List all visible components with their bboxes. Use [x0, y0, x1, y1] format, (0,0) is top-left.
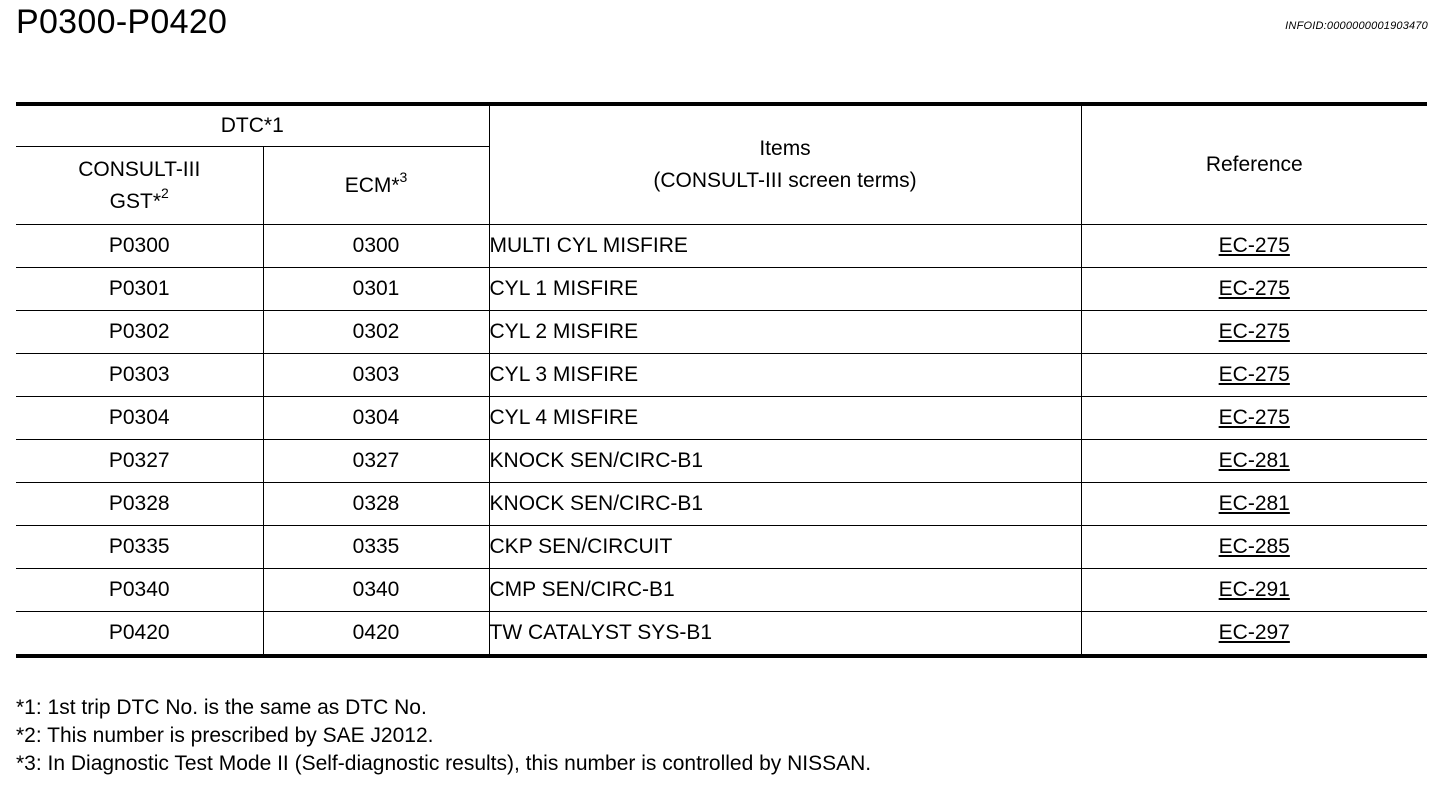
table-row — [16, 354, 1427, 397]
info-id: INFOID:0000000001903470 — [1285, 20, 1428, 32]
footnote-3: *3: In Diagnostic Test Mode II (Self-diagnostic results), this number is controlled by NISSAN. — [16, 752, 872, 775]
table-row — [16, 612, 1427, 657]
consult-header-line2 — [16, 186, 263, 218]
item-term: TW CATALYST SYS-B1 — [489, 612, 1081, 657]
items-header-line2: (CONSULT-III screen terms) — [653, 169, 917, 192]
consult-code: P0304 — [16, 397, 263, 440]
reference-cell — [1081, 225, 1427, 268]
consult-code: P0328 — [16, 483, 263, 526]
reference-link[interactable]: EC-291 — [1218, 578, 1290, 601]
ecm-code: 0328 — [263, 483, 489, 526]
ecm-header — [263, 147, 489, 225]
ecm-code: 0300 — [263, 225, 489, 268]
footnote-2: *2: This number is prescribed by SAE J2012. — [16, 724, 434, 747]
ecm-code: 0340 — [263, 569, 489, 612]
table-row — [16, 397, 1427, 440]
ecm-code: 0420 — [263, 612, 489, 657]
item-term: KNOCK SEN/CIRC-B1 — [489, 483, 1081, 526]
reference-link[interactable]: EC-275 — [1218, 277, 1290, 300]
items-header — [489, 104, 1081, 225]
reference-cell — [1081, 612, 1427, 657]
consult-code: P0335 — [16, 526, 263, 569]
reference-cell — [1081, 569, 1427, 612]
reference-link[interactable]: EC-275 — [1218, 320, 1290, 343]
table-row — [16, 225, 1427, 268]
table-row — [16, 311, 1427, 354]
item-term: CYL 2 MISFIRE — [489, 311, 1081, 354]
consult-header — [16, 147, 263, 225]
item-term: KNOCK SEN/CIRC-B1 — [489, 440, 1081, 483]
consult-code: P0327 — [16, 440, 263, 483]
reference-link[interactable]: EC-281 — [1218, 492, 1290, 515]
ecm-code: 0303 — [263, 354, 489, 397]
items-header-line1: Items — [759, 137, 811, 160]
consult-code: P0300 — [16, 225, 263, 268]
item-term: CYL 4 MISFIRE — [489, 397, 1081, 440]
item-term: CKP SEN/CIRCUIT — [489, 526, 1081, 569]
footnotes — [16, 694, 871, 778]
ecm-code: 0335 — [263, 526, 489, 569]
reference-cell — [1081, 397, 1427, 440]
reference-link[interactable]: EC-285 — [1218, 535, 1290, 558]
reference-cell — [1081, 268, 1427, 311]
consult-code: P0302 — [16, 311, 263, 354]
reference-link[interactable]: EC-297 — [1218, 621, 1290, 644]
consult-code: P0301 — [16, 268, 263, 311]
reference-cell — [1081, 354, 1427, 397]
ecm-code: 0304 — [263, 397, 489, 440]
reference-link[interactable]: EC-275 — [1218, 363, 1290, 386]
reference-link[interactable]: EC-275 — [1218, 234, 1290, 257]
item-term: CMP SEN/CIRC-B1 — [489, 569, 1081, 612]
ecm-code: 0327 — [263, 440, 489, 483]
item-term: MULTI CYL MISFIRE — [489, 225, 1081, 268]
dtc-group-header: DTC*1 — [16, 104, 489, 147]
footnote-1: *1: 1st trip DTC No. is the same as DTC No. — [16, 696, 427, 719]
ecm-header-label: ECM* — [344, 173, 400, 197]
table-row — [16, 440, 1427, 483]
ecm-code: 0301 — [263, 268, 489, 311]
reference-header: Reference — [1081, 104, 1427, 225]
consult-header-sup: 2 — [161, 184, 169, 201]
reference-cell — [1081, 311, 1427, 354]
table-row — [16, 526, 1427, 569]
reference-link[interactable]: EC-275 — [1218, 406, 1290, 429]
dtc-table — [16, 102, 1427, 658]
table-row — [16, 483, 1427, 526]
table-row — [16, 268, 1427, 311]
table-row — [16, 569, 1427, 612]
reference-cell — [1081, 483, 1427, 526]
ecm-code: 0302 — [263, 311, 489, 354]
item-term: CYL 1 MISFIRE — [489, 268, 1081, 311]
page-title: P0300-P0420 — [16, 3, 228, 41]
consult-header-line1: CONSULT-III — [78, 157, 201, 181]
reference-link[interactable]: EC-281 — [1218, 449, 1290, 472]
ecm-header-sup: 3 — [399, 168, 408, 185]
consult-code: P0303 — [16, 354, 263, 397]
reference-cell — [1081, 526, 1427, 569]
reference-cell — [1081, 440, 1427, 483]
item-term: CYL 3 MISFIRE — [489, 354, 1081, 397]
consult-code: P0340 — [16, 569, 263, 612]
consult-header-gst: GST* — [109, 189, 162, 213]
consult-code: P0420 — [16, 612, 263, 657]
